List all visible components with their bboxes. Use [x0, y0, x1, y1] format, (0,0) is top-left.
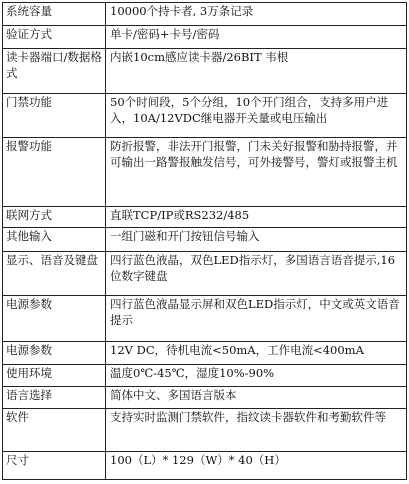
table-row	[3, 342, 407, 364]
row-value: 支持实时监测门禁软件，指纹读卡器软件和考勤软件等	[106, 408, 407, 452]
row-value: 50个时间段，5个分组，10个开门组合，支持多用户进入，10A/12VDC继电器开关量或电压输出	[106, 93, 407, 137]
table-row	[3, 48, 407, 93]
spec-table	[2, 2, 407, 480]
row-value: 四行蓝色液晶，双色LED指示灯，多国语言语音提示,16位数字键盘	[106, 251, 407, 296]
row-label: 软件	[3, 408, 106, 452]
table-row	[3, 452, 407, 480]
table-row	[3, 251, 407, 296]
row-value: 防折报警，非法开门报警，门未关好报警和胁持报警，并可输出一路警报触发信号，可外接警号，警灯或报警主机	[106, 137, 407, 206]
row-label: 语言选择	[3, 387, 106, 408]
row-value: 100（L）* 129（W）* 40（H）	[106, 452, 407, 480]
spec-sheet	[2, 2, 406, 480]
row-value: 12V DC，待机电流<50mA，工作电流<400mA	[106, 342, 407, 364]
row-value: 温度0℃-45℃，湿度10%-90%	[106, 364, 407, 386]
row-label: 门禁功能	[3, 93, 106, 137]
row-label: 读卡器端口/数据格式	[3, 48, 106, 93]
row-label: 使用环境	[3, 364, 106, 386]
table-row	[3, 364, 407, 386]
row-value: 四行蓝色液晶显示屏和双色LED指示灯，中文或英文语音提示	[106, 296, 407, 342]
table-row	[3, 206, 407, 227]
table-row	[3, 296, 407, 342]
table-row	[3, 408, 407, 452]
row-label: 报警功能	[3, 137, 106, 206]
table-row	[3, 93, 407, 137]
row-value: 10000个持卡者, 3万条记录	[106, 3, 407, 26]
row-label: 显示、语音及键盘	[3, 251, 106, 296]
table-row	[3, 137, 407, 206]
row-value: 内嵌10cm感应读卡器/26BIT 韦根	[106, 48, 407, 93]
row-label: 联网方式	[3, 206, 106, 227]
row-label: 电源参数	[3, 296, 106, 342]
table-row	[3, 26, 407, 48]
row-value: 单卡/密码+卡号/密码	[106, 26, 407, 48]
row-value: 简体中文、多国语言版本	[106, 387, 407, 408]
row-label: 验证方式	[3, 26, 106, 48]
table-row	[3, 387, 407, 408]
row-label: 其他输入	[3, 228, 106, 251]
row-label: 系统容量	[3, 3, 106, 26]
row-label: 尺寸	[3, 452, 106, 480]
row-value: 一组门磁和开门按钮信号输入	[106, 228, 407, 251]
table-row	[3, 228, 407, 251]
row-value: 直联TCP/IP或RS232/485	[106, 206, 407, 227]
table-row	[3, 3, 407, 26]
row-label: 电源参数	[3, 342, 106, 364]
